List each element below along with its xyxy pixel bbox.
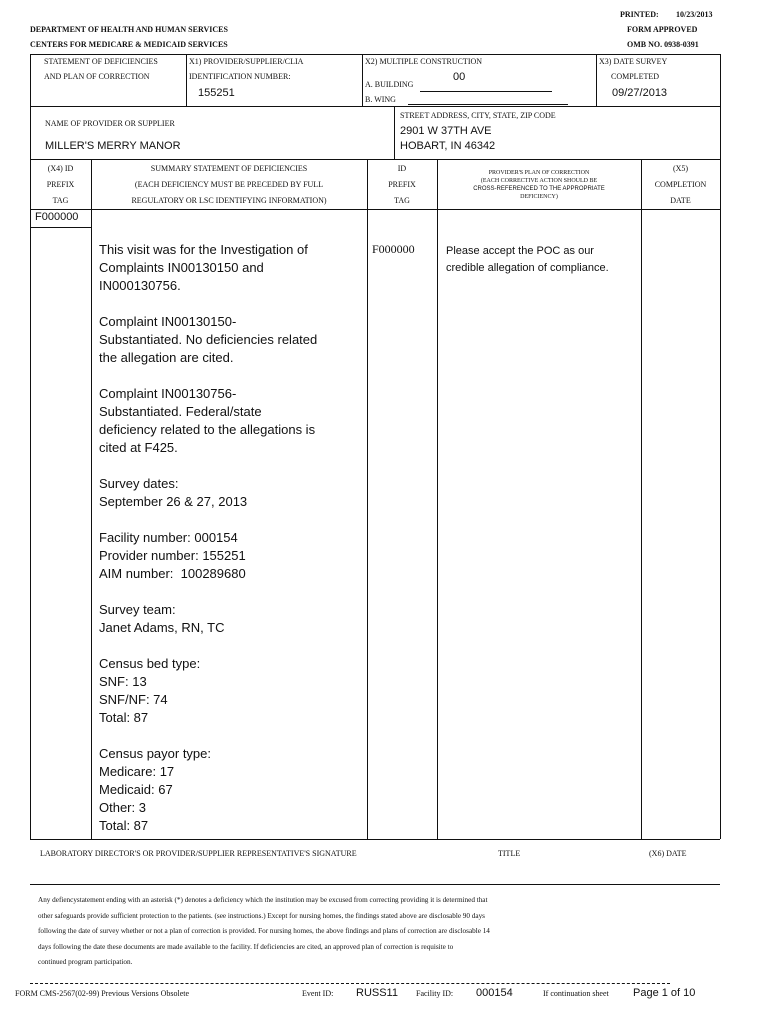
provider-name-value: MILLER'S MERRY MANOR	[45, 140, 181, 152]
summary-line: Provider number: 155251	[99, 548, 246, 563]
provider-name-label: NAME OF PROVIDER OR SUPPLIER	[45, 119, 175, 128]
summary-line: Survey dates:	[99, 476, 179, 491]
x4-header-1: (X4) ID	[47, 164, 74, 173]
x1-label-1: X1) PROVIDER/SUPPLIER/CLIA	[189, 57, 304, 66]
plan-header-4: DEFICIENCY)	[520, 194, 558, 200]
x5-header-2: COMPLETION	[654, 180, 707, 189]
disclaimer-line: Any defiencystatement ending with an asterisk (*) denotes a deficiency which the institution may be excused from correcting providing it is determined that	[38, 896, 488, 904]
plan-line-2: credible allegation of compliance.	[446, 262, 609, 274]
summary-line: cited at F425.	[99, 440, 178, 455]
x5-header-3: DATE	[670, 196, 691, 205]
summary-line: AIM number: 100289680	[99, 566, 246, 581]
statement-label-2: AND PLAN OF CORRECTION	[44, 72, 150, 81]
disclaimer-line: continued program participation.	[38, 958, 133, 966]
x3-label-2: COMPLETED	[611, 72, 659, 81]
summary-line: Total: 87	[99, 710, 149, 725]
facility-id-label: Facility ID:	[416, 989, 454, 998]
summary-header-3: REGULATORY OR LSC IDENTIFYING INFORMATION)	[131, 196, 327, 205]
page-number: Page 1 of 10	[633, 987, 696, 999]
street-address-label: STREET ADDRESS, CITY, STATE, ZIP CODE	[400, 111, 556, 120]
x6-date-label: (X6) DATE	[649, 849, 687, 858]
summary-line: SNF: 13	[99, 674, 147, 689]
form-approved: FORM APPROVED	[627, 25, 698, 34]
provider-id-value: 155251	[198, 87, 235, 99]
summary-paragraph	[99, 475, 363, 511]
tag-prefix-right: F000000	[372, 242, 415, 256]
summary-line: IN000130756.	[99, 278, 181, 293]
summary-paragraph	[99, 745, 363, 835]
summary-line: the allegation are cited.	[99, 350, 234, 365]
id-header-3: TAG	[394, 196, 410, 205]
department-name: DEPARTMENT OF HEALTH AND HUMAN SERVICES	[30, 25, 228, 34]
wing-label: B. WING	[365, 95, 396, 104]
multiple-construction-value: 00	[453, 71, 466, 83]
continuation-label: If continuation sheet	[543, 989, 609, 998]
summary-statement	[99, 241, 363, 853]
summary-line: Census payor type:	[99, 746, 212, 761]
plan-header-3: CROSS-REFERENCED TO THE APPROPRIATE	[473, 186, 605, 192]
street-address-line-2: HOBART, IN 46342	[400, 140, 496, 152]
summary-line: Facility number: 000154	[99, 530, 238, 545]
omb-number: OMB NO. 0938-0391	[627, 40, 699, 49]
summary-line: Medicare: 17	[99, 764, 175, 779]
summary-line: deficiency related to the allegations is	[99, 422, 316, 437]
summary-line: Total: 87	[99, 818, 149, 833]
id-header-1: ID	[397, 164, 407, 173]
plan-line-1: Please accept the POC as our	[446, 245, 594, 257]
statement-label-1: STATEMENT OF DEFICIENCIES	[44, 57, 158, 66]
summary-line: SNF/NF: 74	[99, 692, 168, 707]
summary-line: Janet Adams, RN, TC	[99, 620, 225, 635]
summary-line: Complaint IN00130150-	[99, 314, 237, 329]
x5-header-1: (X5)	[672, 164, 689, 173]
event-id-value: RUSS11	[356, 987, 398, 999]
summary-line: September 26 & 27, 2013	[99, 494, 248, 509]
x2-label: X2) MULTIPLE CONSTRUCTION	[365, 57, 483, 66]
title-label: TITLE	[498, 849, 521, 858]
x3-label-1: X3) DATE SURVEY	[599, 57, 668, 66]
summary-line: Substantiated. Federal/state	[99, 404, 262, 419]
street-address-line-1: 2901 W 37TH AVE	[400, 125, 492, 137]
tag-prefix-left: F000000	[35, 211, 79, 223]
centers-name: CENTERS FOR MEDICARE & MEDICAID SERVICES	[30, 40, 228, 49]
summary-line: Other: 3	[99, 800, 146, 815]
summary-paragraph	[99, 655, 363, 727]
plan-header-1: PROVIDER'S PLAN OF CORRECTION	[488, 170, 590, 176]
disclaimer-line: following the date of survey whether or not a plan of correction is provided. For nursing homes, the above findings and plans of correction are disclosable 14	[38, 927, 490, 935]
summary-header-2: (EACH DEFICIENCY MUST BE PRECEDED BY FULL	[134, 180, 324, 189]
summary-line: Complaints IN00130150 and	[99, 260, 264, 275]
summary-paragraph	[99, 601, 363, 637]
summary-paragraph	[99, 241, 363, 295]
id-header-2: PREFIX	[388, 180, 416, 189]
plan-of-correction	[446, 243, 609, 277]
x4-header-2: PREFIX	[46, 180, 75, 189]
summary-line: Complaint IN00130756-	[99, 386, 237, 401]
summary-line: Survey team:	[99, 602, 176, 617]
summary-paragraph	[99, 313, 363, 367]
event-id-label: Event ID:	[302, 989, 334, 998]
summary-line: Census bed type:	[99, 656, 201, 671]
disclaimer-text	[38, 893, 718, 971]
signature-label: LABORATORY DIRECTOR'S OR PROVIDER/SUPPLIER REPRESENTATIVE'S SIGNATURE	[40, 849, 357, 858]
summary-paragraph	[99, 385, 363, 457]
survey-completed-date: 09/27/2013	[612, 87, 668, 99]
summary-line: Medicaid: 67	[99, 782, 173, 797]
x1-label-2: IDENTIFICATION NUMBER:	[189, 72, 291, 81]
plan-header-2: (EACH CORRECTIVE ACTION SHOULD BE	[480, 178, 598, 184]
building-label: A. BUILDING	[365, 80, 414, 89]
printed-date: 10/23/2013	[676, 10, 713, 19]
x4-header-3: TAG	[52, 196, 69, 205]
summary-line: Substantiated. No deficiencies related	[99, 332, 318, 347]
form-number: FORM CMS-2567(02-99) Previous Versions Obsolete	[15, 989, 190, 998]
summary-header-1: SUMMARY STATEMENT OF DEFICIENCIES	[150, 164, 308, 173]
disclaimer-line: days following the date these documents are made available to the facility. If deficiencies are cited, an approved plan of correction is requisite to	[38, 942, 454, 951]
disclaimer-line: other safeguards provide sufficient protection to the patients. (see instructions.) Except for nursing homes, the findings stated above are disclosable 90 days	[38, 911, 485, 920]
summary-line: This visit was for the Investigation of	[99, 242, 308, 257]
facility-id-value: 000154	[476, 987, 513, 999]
printed-label: PRINTED:	[620, 10, 659, 19]
summary-paragraph	[99, 529, 363, 583]
